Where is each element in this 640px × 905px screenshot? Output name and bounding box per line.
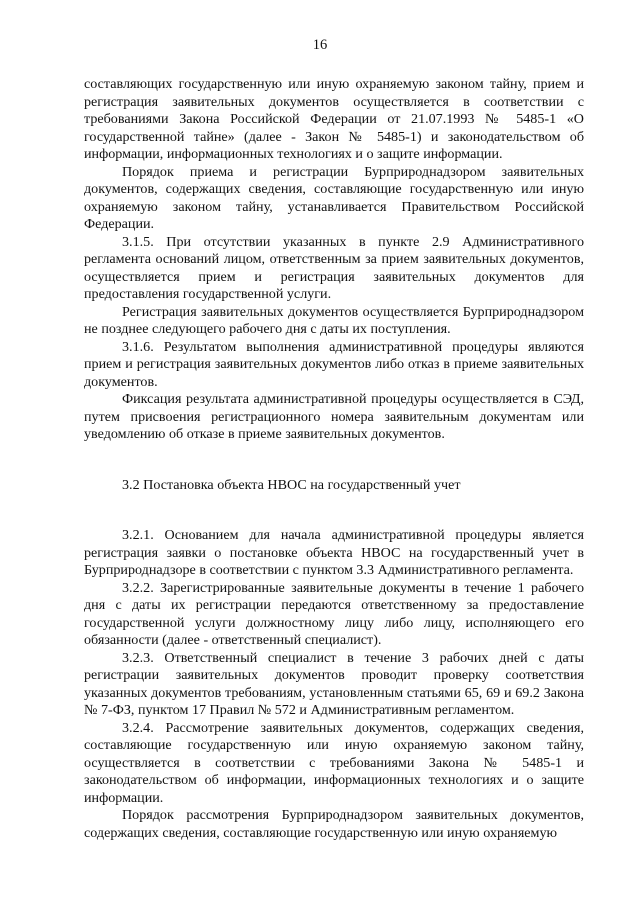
paragraph-3-1-6: 3.1.6. Результатом выполнения административной процедуры являются прием и регистрация заявительных документов либо отказ в приеме заявительных документов. [84, 338, 584, 390]
paragraph-3-2-4: 3.2.4. Рассмотрение заявительных документов, содержащих сведения, составляющие государственную или иную охраняемую законом тайну, осуществляется в соответствии с требованиями Закона № 5485-1 и законодательством об информации, информационных технологиях и о защите информации. [84, 719, 584, 806]
paragraph-registration: Регистрация заявительных документов осуществляется Бурприроднадзором не позднее следующего рабочего дня с даты их поступления. [84, 303, 584, 337]
paragraph-3-2-3: 3.2.3. Ответственный специалист в течение 3 рабочих дней с даты регистрации заявительных документов проводит проверку соответствия указанных документов требованиям, установленным статьями 65, 69 и 69.2 Закона № 7-ФЗ, пунктом 17 Правил № 572 и Административным регламентом. [84, 649, 584, 718]
paragraph-procedure-order: Порядок приема и регистрации Бурприроднадзором заявительных документов, содержащих сведения, составляющие государственную или иную охраняемую законом тайну, устанавливается Правительством Российской Федерации. [84, 163, 584, 232]
paragraph-review-order: Порядок рассмотрения Бурприроднадзором заявительных документов, содержащих сведения, составляющие государственную или иную охраняемую [84, 807, 584, 841]
paragraph-fixation: Фиксация результата административной процедуры осуществляется в СЭД, путем присвоения регистрационного номера заявительным документам или уведомлению об отказе в приеме заявительных документов. [84, 391, 584, 442]
paragraph-continuation: составляющих государственную или иную охраняемую законом тайну, прием и регистрация заявительных документов осуществляется в соответствии с требованиями Закона Российской Федерации от 21.07.1993 № 5485-1 «О государственной тайне» (далее - Закон № 5485-1) и законодательством об информации, информационных технологиях и о защите информации. [84, 76, 584, 162]
page-number: 16 [312, 37, 328, 53]
paragraph-3-2-2: 3.2.2. Зарегистрированные заявительные документы в течение 1 рабочего дня с даты их регистрации передаются ответственному за предоставление государственной услуги должностному лицу либо лицу, исполняющего его обязанности (далее - ответственный специалист). [84, 579, 584, 648]
paragraph-3-2-1: 3.2.1. Основанием для начала административной процедуры является регистрация заявки о постановке объекта НВОС на государственный учет в Бурприроднадзоре в соответствии с пунктом 3.3 Административного регламента. [84, 527, 584, 578]
paragraph-3-1-5: 3.1.5. При отсутствии указанных в пункте 2.9 Административного регламента оснований лицом, ответственным за прием заявительных документов, осуществляется прием и регистрация заявительных документов для предоставления государственной услуги. [84, 233, 584, 302]
section-heading-3-2: 3.2 Постановка объекта НВОС на государственный учет [122, 476, 461, 493]
document-body [84, 76, 584, 842]
